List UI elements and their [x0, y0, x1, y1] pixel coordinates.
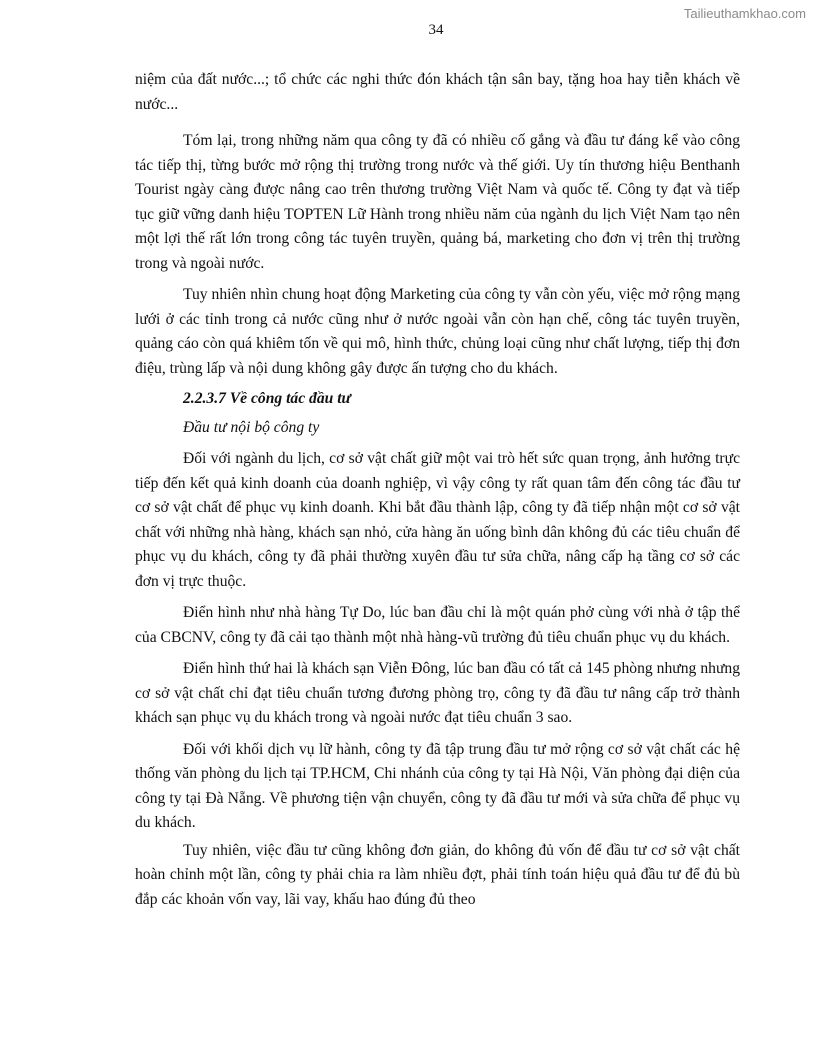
watermark: Tailieuthamkhao.com — [683, 6, 806, 21]
sub-heading: Đầu tư nội bộ công ty — [183, 418, 320, 436]
document-body — [135, 68, 740, 912]
paragraph-travel-services: Đối với khối dịch vụ lữ hành, công ty đã tập trung đầu tư mở rộng cơ sở vật chất các hệ thống văn phòng du lịch tại TP.HCM, Chi nhánh của công ty tại Hà Nội, Văn phòng đại diện của công ty tại Đà Nẵng. Về phương tiện vận chuyển, công ty đã đầu tư mới và sửa chữa để phục vụ du khách. — [135, 740, 740, 831]
section-heading: 2.2.3.7 Về công tác đầu tư — [183, 390, 351, 407]
paragraph-summary: Tóm lại, trong những năm qua công ty đã có nhiều cố gắng và đầu tư đáng kể vào công tác tiếp thị, từng bước mở rộng thị trường trong nước và thế giới. Uy tín thương hiệu Benthanh Tourist ngày càng được nâng cao trên thương trường Việt Nam và quốc tế. Công ty đạt và tiếp tục giữ vững danh hiệu TOPTEN Lữ Hành trong nhiều năm của ngành du lịch Việt Nam tạo nên một lợi thế rất lớn trong công tác tuyên truyền, quảng bá, marketing cho đơn vị trên thị trường trong và ngoài nước. — [135, 132, 740, 272]
paragraph-restaurant-example: Điển hình như nhà hàng Tự Do, lúc ban đầu chỉ là một quán phở cùng với nhà ở tập thể của CBCNV, công ty đã cải tạo thành một nhà hàng-vũ trường đủ tiêu chuẩn phục vụ du khách. — [135, 604, 740, 646]
paragraph-marketing-weakness: Tuy nhiên nhìn chung hoạt động Marketing của công ty vẫn còn yếu, việc mở rộng mạng lưới ở các tỉnh trong cả nước cũng như ở nước ngoài vẫn còn hạn chế, công tác tuyên truyền, quảng cáo còn quá khiêm tốn về qui mô, hình thức, chủng loại cũng như chất lượng, tiếp thị đơn điệu, trùng lấp và nội dung không gây được ấn tượng cho du khách. — [135, 286, 740, 377]
paragraph-investment-challenges: Tuy nhiên, việc đầu tư cũng không đơn giản, do không đủ vốn để đầu tư cơ sở vật chất hoàn chỉnh một lần, công ty phải chia ra làm nhiều đợt, phải tính toán hiệu quả đầu tư để đủ bù đắp các khoản vốn vay, lãi vay, khấu hao đúng đủ theo — [135, 841, 740, 908]
paragraph-continuation: niệm của đất nước...; tổ chức các nghi thức đón khách tận sân bay, tặng hoa hay tiễn khách về nước... — [135, 71, 740, 113]
page-number: 34 — [428, 22, 444, 38]
paragraph-infrastructure: Đối với ngành du lịch, cơ sở vật chất giữ một vai trò hết sức quan trọng, ảnh hưởng trực tiếp đến kết quả kinh doanh của doanh nghiệp, vì vậy công ty rất quan tâm đến công tác đầu tư cơ sở vật chất để phục vụ kinh doanh. Khi bắt đầu thành lập, công ty đã tiếp nhận một cơ sở vật chất với những nhà hàng, khách sạn nhỏ, cửa hàng ăn uống bình dân không đủ các tiêu chuẩn để phục vụ du khách, công ty đã phải thường xuyên đầu tư sửa chữa, nâng cấp hạ tầng cơ sở các đơn vị trực thuộc. — [135, 450, 740, 590]
paragraph-hotel-example: Điển hình thứ hai là khách sạn Viễn Đông, lúc ban đầu có tất cả 145 phòng nhưng nhưng cơ sở vật chất chỉ đạt tiêu chuẩn tương đương phòng trọ, công ty đã đầu tư nâng cấp trở thành khách sạn phục vụ du khách trong và ngoài nước đạt tiêu chuẩn 3 sao. — [135, 660, 740, 726]
